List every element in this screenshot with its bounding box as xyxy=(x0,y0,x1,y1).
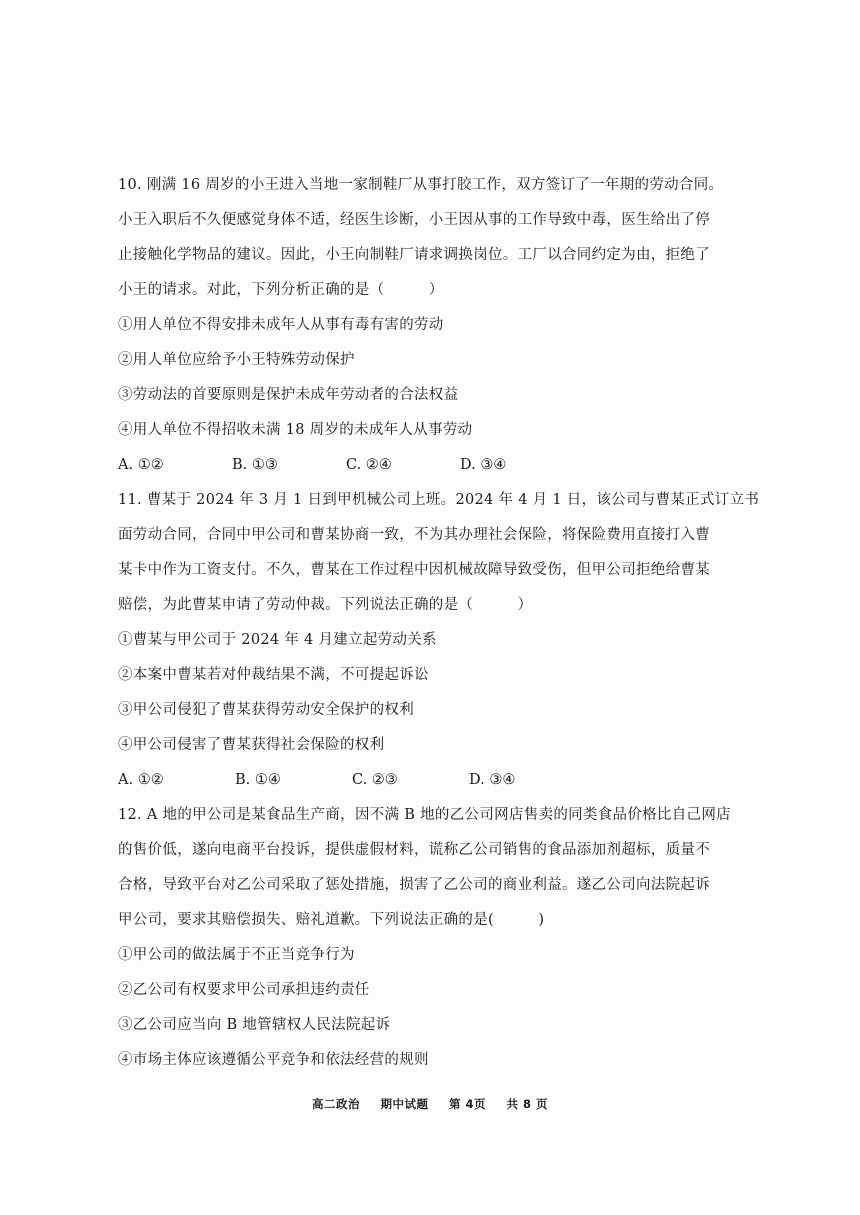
answer-choices xyxy=(118,763,778,798)
question-12 xyxy=(118,798,778,1078)
choice-b: B. ①④ xyxy=(235,772,281,788)
question-stem-line: 小王入职后不久便感觉身体不适，经医生诊断，小王因从事的工作导致中毒，医生给出了停 xyxy=(118,212,710,228)
statement-option: ③乙公司应当向 B 地管辖权人民法院起诉 xyxy=(118,1017,391,1033)
footer-total-pages: 共 8 页 xyxy=(506,1097,549,1111)
choice-b: B. ①③ xyxy=(232,457,278,473)
question-stem-line: 小王的请求。对此，下列分析正确的是（ ） xyxy=(118,282,444,298)
question-stem-line: 面劳动合同，合同中甲公司和曹某协商一致，不为其办理社会保险，将保险费用直接打入曹 xyxy=(118,527,710,543)
choice-a: A. ①② xyxy=(118,772,164,788)
question-10 xyxy=(118,168,778,483)
question-11 xyxy=(118,483,778,798)
statement-option: ④甲公司侵害了曹某获得社会保险的权利 xyxy=(118,737,385,753)
statement-option: ①曹某与甲公司于 2024 年 4 月建立起劳动关系 xyxy=(118,632,437,648)
statement-option: ②用人单位应给予小王特殊劳动保护 xyxy=(118,352,355,368)
statement-option: ①用人单位不得安排未成年人从事有毒有害的劳动 xyxy=(118,317,444,333)
question-stem-line: 的售价低，遂向电商平台投诉，提供虚假材料，谎称乙公司销售的食品添加剂超标，质量不 xyxy=(118,842,710,858)
choice-a: A. ①② xyxy=(118,457,164,473)
question-stem-line: 12. A 地的甲公司是某食品生产商，因不满 B 地的乙公司网店售卖的同类食品价格比自己网店 xyxy=(118,807,731,823)
question-stem-line: 10. 刚满 16 周岁的小王进入当地一家制鞋厂从事打胶工作，双方签订了一年期的劳动合同。 xyxy=(118,177,724,193)
choice-d: D. ③④ xyxy=(460,457,507,473)
footer-page-number: 第 4页 xyxy=(448,1097,486,1111)
statement-option: ④市场主体应该遵循公平竞争和依法经营的规则 xyxy=(118,1052,429,1068)
footer-subject: 高二政治 xyxy=(311,1097,360,1111)
statement-option: ③劳动法的首要原则是保护未成年劳动者的合法权益 xyxy=(118,387,459,403)
page-footer xyxy=(0,1096,860,1112)
footer-exam: 期中试题 xyxy=(380,1097,429,1111)
statement-option: ②本案中曹某若对仲裁结果不满，不可提起诉讼 xyxy=(118,667,429,683)
question-stem-line: 11. 曹某于 2024 年 3 月 1 日到甲机械公司上班。2024 年 4 月 1 日，该公司与曹某正式订立书 xyxy=(118,492,760,508)
statement-option: ④用人单位不得招收未满 18 周岁的未成年人从事劳动 xyxy=(118,422,473,438)
question-stem-line: 赔偿，为此曹某申请了劳动仲裁。下列说法正确的是（ ） xyxy=(118,597,533,613)
question-stem-line: 合格，导致平台对乙公司采取了惩处措施，损害了乙公司的商业利益。遂乙公司向法院起诉 xyxy=(118,877,710,893)
question-stem-line: 止接触化学物品的建议。因此，小王向制鞋厂请求调换岗位。工厂以合同约定为由，拒绝了 xyxy=(118,247,710,263)
question-stem-line: 某卡中作为工资支付。不久，曹某在工作过程中因机械故障导致受伤，但甲公司拒绝给曹某 xyxy=(118,562,710,578)
answer-choices xyxy=(118,448,778,483)
statement-option: ③甲公司侵犯了曹某获得劳动安全保护的权利 xyxy=(118,702,414,718)
question-stem-line: 甲公司，要求其赔偿损失、赔礼道歉。下列说法正确的是( ) xyxy=(118,912,545,928)
statement-option: ①甲公司的做法属于不正当竞争行为 xyxy=(118,947,355,963)
choice-c: C. ②④ xyxy=(346,457,392,473)
choice-c: C. ②③ xyxy=(352,772,398,788)
choice-d: D. ③④ xyxy=(469,772,516,788)
statement-option: ②乙公司有权要求甲公司承担违约责任 xyxy=(118,982,370,998)
question-list xyxy=(118,168,778,1078)
